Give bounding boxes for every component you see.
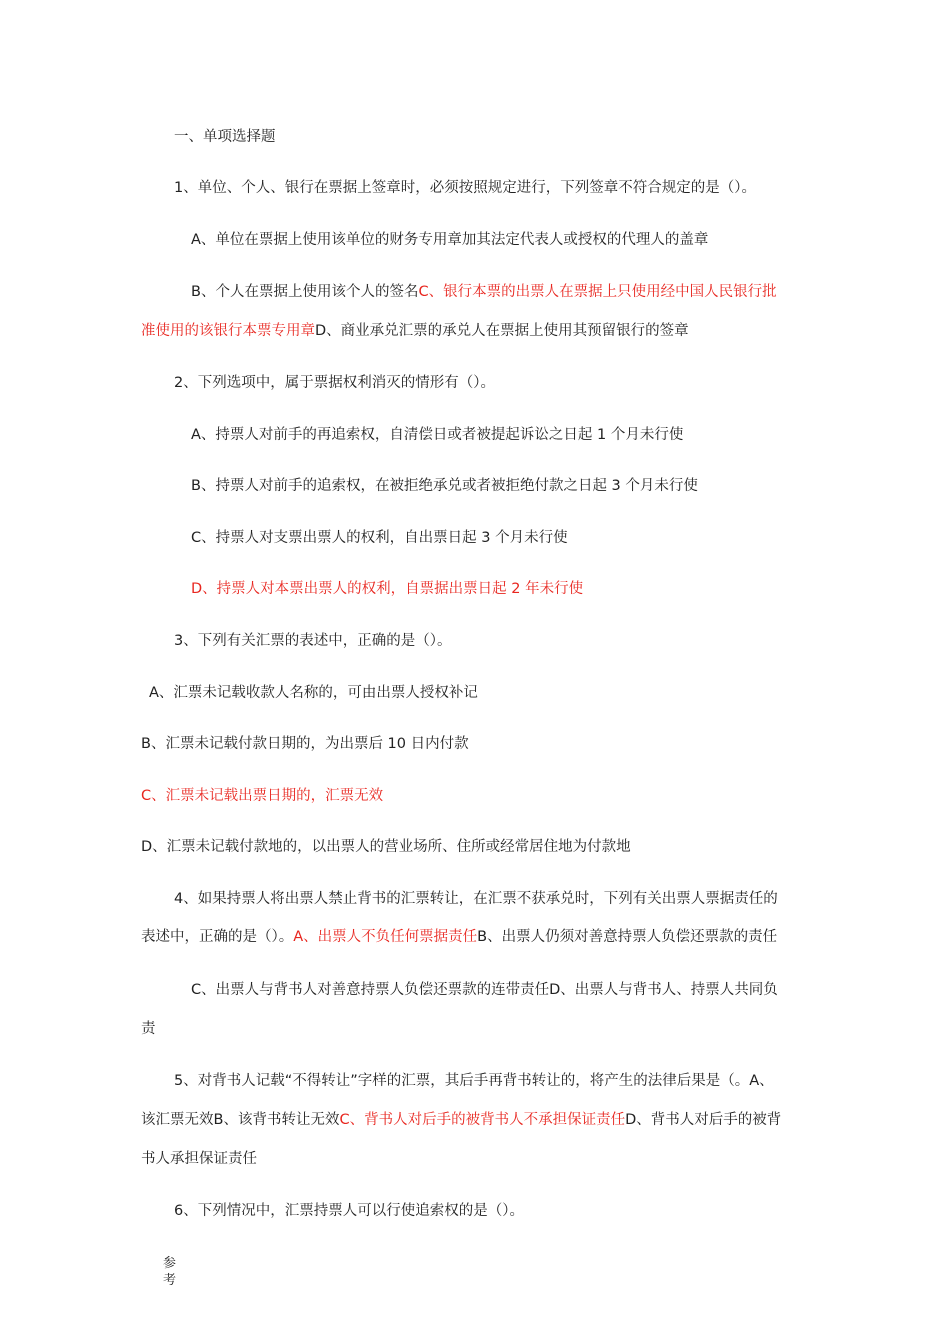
footer-char-1: 参: [163, 1256, 177, 1271]
q2-stem: 2、下列选项中，属于票据权利消灭的情形有（）。: [174, 375, 495, 391]
q2-option-a: A、持票人对前手的再追索权，自清偿日或者被提起诉讼之日起 1 个月未行使: [191, 427, 684, 443]
q3-option-c-answer: C、汇票未记载出票日期的，汇票无效: [141, 788, 384, 804]
section-title: 一、单项选择题: [174, 129, 276, 145]
q5-option-d: D、背书人对后手的被背: [625, 1112, 782, 1128]
q1-option-a: A、单位在票据上使用该单位的财务专用章加其法定代表人或授权的代理人的盖章: [191, 232, 709, 248]
q6-stem: 6、下列情况中，汇票持票人可以行使追索权的是（）。: [174, 1203, 524, 1219]
q5-option-d-cont: 书人承担保证责任: [141, 1151, 257, 1167]
q4-option-c: C、出票人与背书人对善意持票人负偿还票款的连带责任: [191, 982, 550, 998]
q4-option-b: B、出票人仍须对善意持票人负偿还票款的责任: [477, 929, 778, 945]
q1-option-c-answer-cont: 准使用的该银行本票专用章: [141, 323, 315, 339]
q2-option-c: C、持票人对支票出票人的权利，自出票日起 3 个月未行使: [191, 530, 568, 546]
q4-line-2: [141, 927, 777, 947]
q5-option-c-answer: C、背书人对后手的被背书人不承担保证责任: [339, 1112, 626, 1128]
q1-stem: 1、单位、个人、银行在票据上签章时，必须按照规定进行，下列签章不符合规定的是（）。: [174, 180, 756, 196]
q1-option-c-answer: C、银行本票的出票人在票据上只使用经中国人民银行批: [418, 284, 777, 300]
q4-stem-cont: 表述中，正确的是（）。: [141, 929, 294, 945]
q2-option-d-answer: D、持票人对本票出票人的权利，自票据出票日起 2 年未行使: [191, 581, 584, 597]
q3-stem: 3、下列有关汇票的表述中，正确的是（）。: [174, 633, 452, 649]
q4-option-d: D、出票人与背书人、持票人共同负: [549, 982, 778, 998]
q1-option-b: B、个人在票据上使用该个人的签名: [191, 284, 419, 300]
q1-line-cd: [141, 321, 689, 341]
q4-line-3: [191, 980, 778, 1000]
q4-option-a-answer: A、出票人不负任何票据责任: [293, 929, 478, 945]
q3-option-d: D、汇票未记载付款地的，以出票人的营业场所、住所或经常居住地为付款地: [141, 839, 631, 855]
q1-line-b: [191, 282, 777, 302]
q2-option-b: B、持票人对前手的追索权，在被拒绝承兑或者被拒绝付款之日起 3 个月未行使: [191, 478, 698, 494]
q3-option-b: B、汇票未记载付款日期的，为出票后 10 日内付款: [141, 736, 469, 752]
q5-option-a: 该汇票无效: [141, 1112, 214, 1128]
q1-option-d: D、商业承兑汇票的承兑人在票据上使用其预留银行的签章: [315, 323, 689, 339]
q4-stem: 4、如果持票人将出票人禁止背书的汇票转让，在汇票不获承兑时，下列有关出票人票据责任的: [174, 891, 778, 907]
q5-option-b: B、该背书转让无效: [213, 1112, 340, 1128]
q3-option-a: A、汇票未记载收款人名称的，可由出票人授权补记: [149, 685, 478, 701]
q5-stem: 5、对背书人记载“不得转让”字样的汇票，其后手再背书转让的，将产生的法律后果是（。A、: [174, 1073, 774, 1089]
footer-char-2: 考: [163, 1273, 177, 1288]
q4-option-d-cont: 责: [141, 1021, 156, 1037]
q5-line-2: [141, 1110, 781, 1130]
